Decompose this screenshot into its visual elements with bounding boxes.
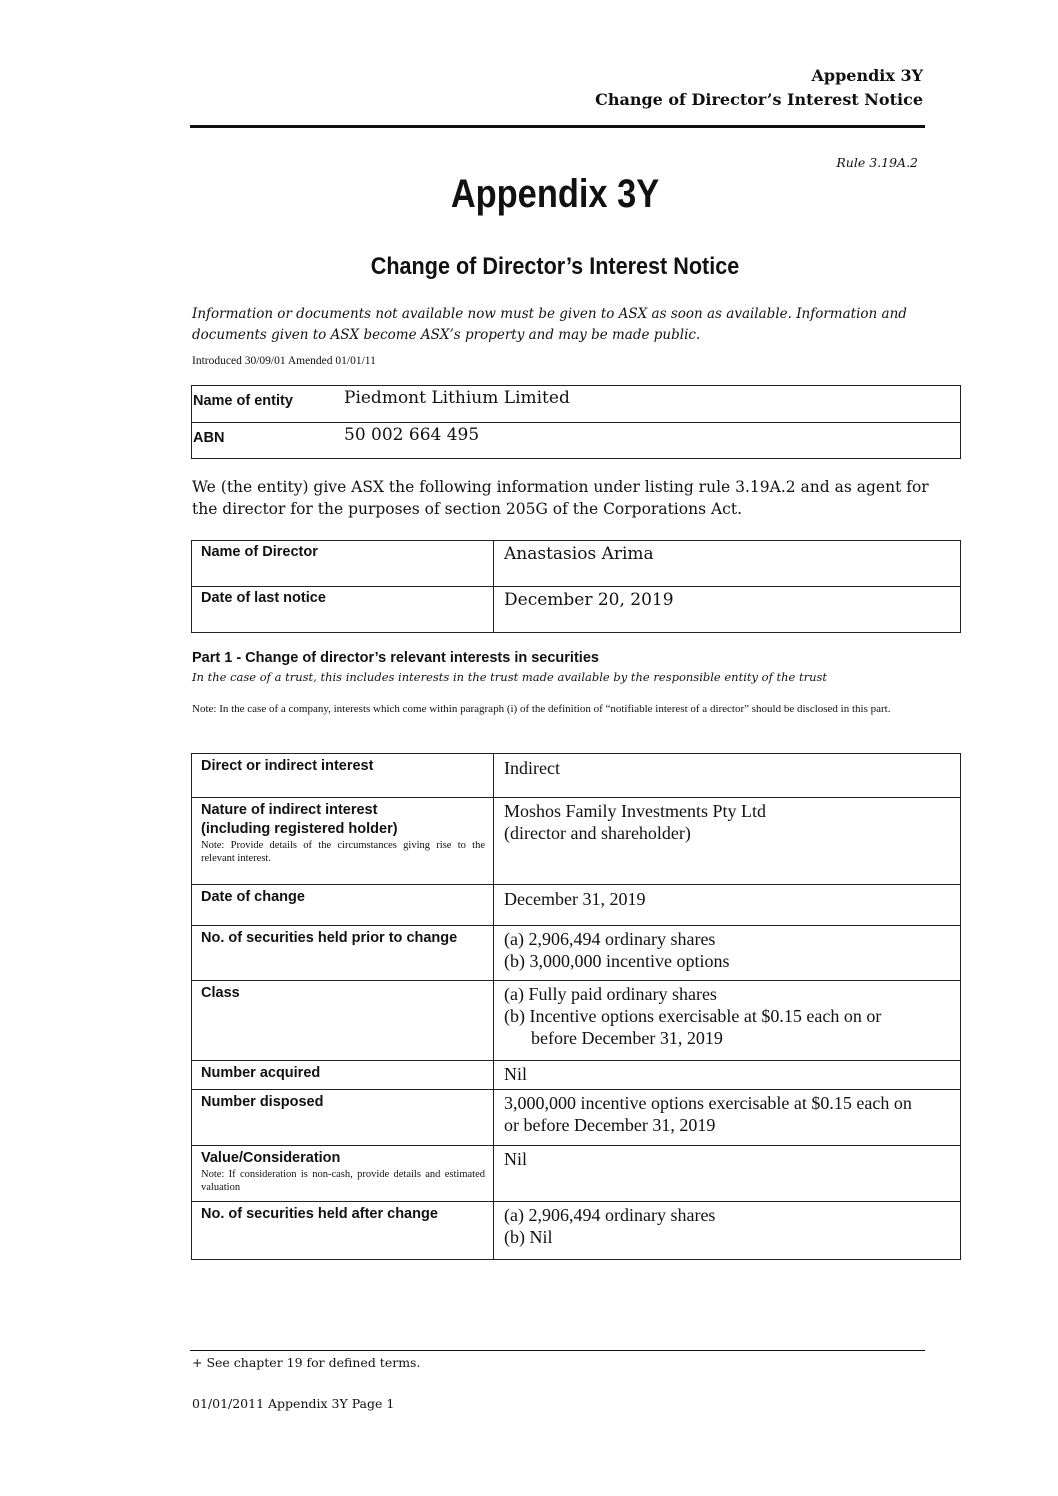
row-value-line: (a) 2,906,494 ordinary shares xyxy=(504,1205,716,1225)
header-line-2: Change of Director’s Interest Notice xyxy=(595,90,923,109)
last-notice-row xyxy=(192,587,961,633)
table-row xyxy=(192,1202,961,1260)
row-value-line: (b) 3,000,000 incentive options xyxy=(504,951,730,971)
table-row xyxy=(192,926,961,981)
part1-subheading: In the case of a trust, this includes interests in the trust made available by the responsible entity of the trust xyxy=(192,670,828,684)
table-row xyxy=(192,1061,961,1090)
row-label: Number disposed xyxy=(201,1094,324,1110)
director-name-value: Anastasios Arima xyxy=(494,541,961,587)
director-name-row xyxy=(192,541,961,587)
row-value-line: 3,000,000 incentive options exercisable at $0.15 each on xyxy=(504,1093,912,1113)
entity-name-row xyxy=(192,386,961,423)
row-label: Date of change xyxy=(201,889,305,905)
row-label: No. of securities held prior to change xyxy=(201,930,458,946)
table-row xyxy=(192,1090,961,1146)
page-title: Appendix 3Y xyxy=(450,172,660,216)
running-header xyxy=(595,64,923,112)
table-row xyxy=(192,754,961,798)
row-label-note: Note: Provide details of the circumstances giving rise to the relevant interest. xyxy=(201,840,485,864)
entity-name-value: Piedmont Lithium Limited xyxy=(338,386,961,423)
info-text: Information or documents not available now must be given to ASX as soon as available. Information and documents given to ASX become ASX’s property and may be made public. xyxy=(192,306,907,343)
header-divider xyxy=(190,125,925,128)
interest-table xyxy=(191,753,961,1260)
row-value-line: (director and shareholder) xyxy=(504,823,691,843)
row-value-line: or before December 31, 2019 xyxy=(504,1115,716,1135)
row-value-line: Nil xyxy=(504,1064,528,1084)
row-label: No. of securities held after change xyxy=(201,1206,438,1222)
footer-defined-terms: + See chapter 19 for defined terms. xyxy=(192,1355,421,1370)
row-value-line: (b) Incentive options exercisable at $0.15 each on or xyxy=(504,1006,882,1026)
row-value-line: (b) Nil xyxy=(504,1227,553,1247)
part1-note: Note: In the case of a company, interests which come within paragraph (i) of the definition of “notifiable interest of a director” should be disclosed in this part. xyxy=(192,703,891,715)
table-row xyxy=(192,1146,961,1202)
director-table xyxy=(191,540,961,633)
abn-row xyxy=(192,423,961,459)
row-label: Nature of indirect interest (including registered holder) xyxy=(201,802,398,837)
entity-table xyxy=(191,385,961,459)
abn-value: 50 002 664 495 xyxy=(338,423,961,459)
last-notice-label: Date of last notice xyxy=(192,587,494,633)
row-label: Number acquired xyxy=(201,1065,321,1081)
table-row xyxy=(192,798,961,885)
table-row xyxy=(192,981,961,1061)
footer-divider xyxy=(190,1350,925,1351)
row-value-line: Indirect xyxy=(504,758,560,778)
director-name-label: Name of Director xyxy=(192,541,494,587)
rule-reference: Rule 3.19A.2 xyxy=(836,155,918,170)
abn-label: ABN xyxy=(192,423,339,459)
table-row xyxy=(192,885,961,926)
row-value-line: (a) Fully paid ordinary shares xyxy=(504,984,717,1004)
header-line-1: Appendix 3Y xyxy=(811,66,923,85)
row-label: Value/Consideration xyxy=(201,1150,341,1166)
row-label: Class xyxy=(201,985,240,1001)
intro-paragraph: We (the entity) give ASX the following information under listing rule 3.19A.2 and as agent for the director for the purposes of section 205G of the Corporations Act. xyxy=(192,478,929,518)
row-label-note: Note: If consideration is non-cash, provide details and estimated valuation xyxy=(201,1169,485,1193)
entity-name-label: Name of entity xyxy=(192,386,339,423)
row-value-line: Moshos Family Investments Pty Ltd xyxy=(504,801,767,821)
page-subtitle: Change of Director’s Interest Notice xyxy=(370,253,740,280)
footer-page-info: 01/01/2011 Appendix 3Y Page 1 xyxy=(192,1396,395,1411)
row-value-line: before December 31, 2019 xyxy=(531,1028,723,1048)
last-notice-value: December 20, 2019 xyxy=(494,587,961,633)
row-value-line: December 31, 2019 xyxy=(504,889,646,909)
part1-heading: Part 1 - Change of director’s relevant interests in securities xyxy=(192,650,599,666)
row-value-line: (a) 2,906,494 ordinary shares xyxy=(504,929,716,949)
row-label: Direct or indirect interest xyxy=(201,758,374,774)
row-value-line: Nil xyxy=(504,1149,528,1169)
introduced-line: Introduced 30/09/01 Amended 01/01/11 xyxy=(192,355,376,367)
